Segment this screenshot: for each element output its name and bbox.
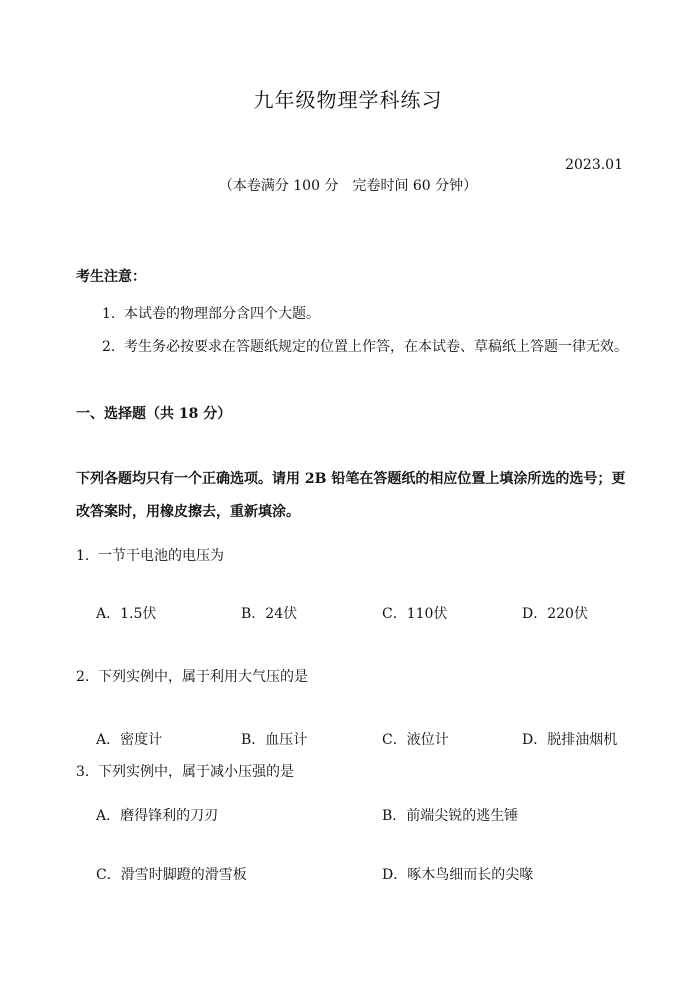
option-a: A．1.5伏 (96, 606, 157, 622)
question-text: 一节干电池的电压为 (98, 548, 224, 564)
question-stem (76, 761, 294, 781)
notice-item (102, 336, 628, 356)
question-text: 下列实例中，属于减小压强的是 (98, 764, 294, 780)
option-b: B．前端尖锐的逃生锤 (382, 808, 519, 824)
option-a: A．磨得锋利的刀刃 (96, 808, 219, 824)
notice-item-text: 本试卷的物理部分含四个大题。 (124, 306, 320, 322)
option-b: B．血压计 (241, 732, 308, 748)
question-number: 3． (76, 764, 99, 780)
option-a: A．密度计 (96, 732, 163, 748)
section-instructions: 下列各题均只有一个正确选项。请用 2B 铅笔在答题纸的相应位置上填涂所选的选号；更改答案时，用橡皮擦去，重新填涂。 (76, 471, 626, 520)
section-heading: 一、选择题（共 18 分） (76, 406, 232, 422)
option-c: C．液位计 (382, 732, 449, 748)
question-stem (76, 545, 224, 565)
notice-item-text: 考生务必按要求在答题纸规定的位置上作答，在本试卷、草稿纸上答题一律无效。 (124, 339, 628, 355)
option-d: D．220伏 (522, 606, 588, 622)
question-number: 2. (76, 669, 90, 685)
option-c: C．110伏 (382, 606, 448, 622)
page-title: 九年级物理学科练习 (253, 88, 443, 112)
option-b: B．24伏 (241, 606, 298, 622)
option-c: C．滑雪时脚蹬的滑雪板 (96, 867, 247, 883)
exam-subtitle: （本卷满分 100 分 完卷时间 60 分钟） (218, 178, 478, 194)
notice-item-number: 2. (102, 339, 116, 355)
exam-date: 2023.01 (565, 157, 623, 173)
notice-heading: 考生注意： (76, 269, 146, 285)
question-number: 1. (76, 548, 90, 564)
notice-item (102, 303, 320, 323)
notice-item-number: 1. (102, 306, 116, 322)
option-d: D．脱排油烟机 (522, 732, 618, 748)
option-d: D．啄木鸟细而长的尖喙 (382, 867, 534, 883)
question-text: 下列实例中，属于利用大气压的是 (98, 669, 308, 685)
question-stem (76, 666, 308, 686)
